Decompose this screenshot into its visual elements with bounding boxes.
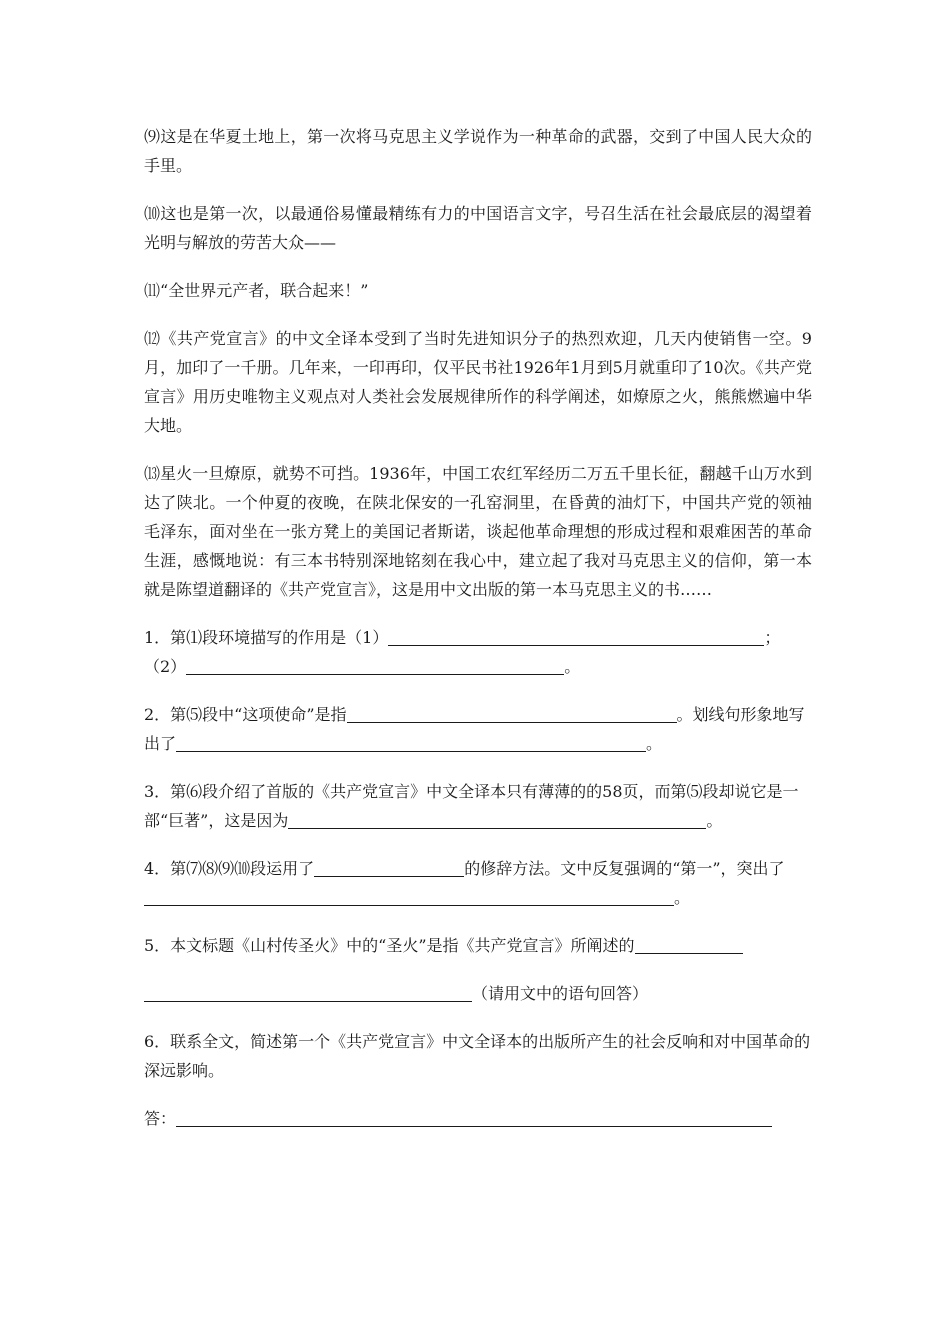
question-text: 4．第⑺⑻⑼⑽段运用了 <box>144 859 315 878</box>
paragraph-text: “全世界元产者，联合起来！” <box>160 281 369 300</box>
paragraph-11 <box>144 276 812 305</box>
answer-blank[interactable] <box>314 859 464 877</box>
paragraph-10 <box>144 199 812 257</box>
answer-blank[interactable] <box>186 657 564 675</box>
paragraph-9 <box>144 122 812 180</box>
paragraph-marker: ⑽ <box>144 204 161 223</box>
paragraph-text: 《共产党宣言》的中文全译本受到了当时先进知识分子的热烈欢迎，几天内使销售一空。9月，加印了一千册。几年来，一印再印，仅平民书社1926年1月到5月就重印了10次。《共产党宣言》用历史唯物主义观点对人类社会发展规律所作的科学阐述，如燎原之火，熊熊燃遍中华大地。 <box>144 329 812 435</box>
paragraph-marker: ⑿ <box>144 329 161 348</box>
paragraph-text: 这是在华夏土地上，第一次将马克思主义学说作为一种革命的武器，交到了中国人民大众的手里。 <box>144 127 812 175</box>
question-text: 的修辞方法。文中反复强调的“第一”，突出了 <box>464 859 785 878</box>
paragraph-text: 星火一旦燎原，就势不可挡。1936年，中国工农红军经历二万五千里长征，翻越千山万水到达了陕北。一个仲夏的夜晚，在陕北保安的一孔窑洞里，在昏黄的油灯下，中国共产党的领袖毛泽东，面对坐在一张方凳上的美国记者斯诺，谈起他革命理想的形成过程和艰难困苦的革命生涯，感慨地说：有三本书特别深地铭刻在我心中，建立起了我对马克思主义的信仰，第一本就是陈望道翻译的《共产党宣言》，这是用中文出版的第一本马克思主义的书…… <box>144 464 812 599</box>
question-2 <box>144 700 812 758</box>
question-text: 。划线句形象地写出了 <box>144 705 805 753</box>
answer-blank[interactable] <box>635 936 743 954</box>
answer-blank[interactable] <box>144 888 674 906</box>
answer-blank[interactable] <box>144 984 472 1002</box>
answer-blank[interactable] <box>388 628 764 646</box>
answer-blank[interactable] <box>176 1109 772 1127</box>
paragraph-marker: ⑼ <box>144 127 161 146</box>
question-text: 6．联系全文，简述第一个《共产党宣言》中文全译本的出版所产生的社会反响和对中国革命的深远影响。 <box>144 1032 811 1080</box>
question-text: 。 <box>674 888 691 907</box>
question-4 <box>144 854 812 912</box>
question-text: 。 <box>706 811 723 830</box>
question-6-answer <box>144 1104 812 1133</box>
answer-blank[interactable] <box>288 811 706 829</box>
question-text: 。 <box>564 657 581 676</box>
question-text: （2） <box>144 657 187 676</box>
answer-blank[interactable] <box>176 734 646 752</box>
question-5 <box>144 931 812 960</box>
paragraph-12 <box>144 324 812 440</box>
document-page <box>144 122 812 1152</box>
question-text: 5．本文标题《山村传圣火》中的“圣火”是指《共产党宣言》所阐述的 <box>144 936 635 955</box>
question-6 <box>144 1027 812 1085</box>
question-5-continued <box>144 979 812 1008</box>
question-text: （请用文中的语句回答） <box>472 984 649 1003</box>
paragraph-marker: ⑾ <box>144 281 161 300</box>
paragraph-marker: ⒀ <box>144 464 161 483</box>
question-text: 3．第⑹段介绍了首版的《共产党宣言》中文全译本只有薄薄的的58页，而第⑸段却说它是一部“巨著”，这是因为 <box>144 782 799 830</box>
paragraph-13 <box>144 459 812 604</box>
question-text: ； <box>764 628 781 647</box>
answer-label: 答： <box>144 1109 177 1128</box>
question-text: 。 <box>646 734 663 753</box>
paragraph-text: 这也是第一次，以最通俗易懂最精练有力的中国语言文字，号召生活在社会最底层的渴望着光明与解放的劳苦大众—— <box>144 204 812 252</box>
answer-blank[interactable] <box>347 705 677 723</box>
question-text: 2．第⑸段中“这项使命”是指 <box>144 705 347 724</box>
question-1 <box>144 623 812 681</box>
question-text: 1．第⑴段环境描写的作用是（1） <box>144 628 389 647</box>
question-3 <box>144 777 812 835</box>
